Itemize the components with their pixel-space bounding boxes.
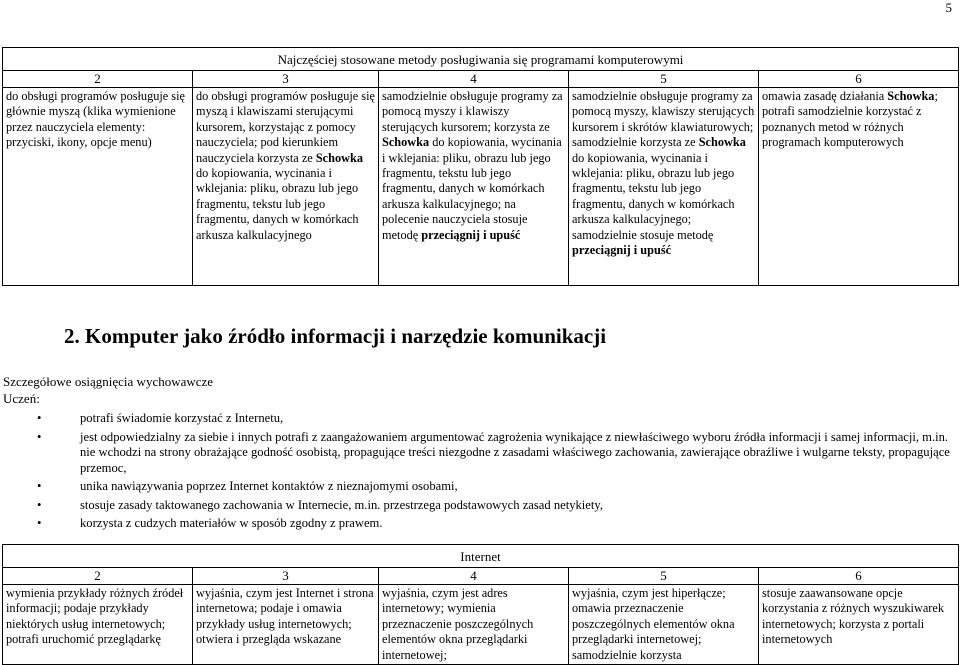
list-item: • korzysta z cudzych materiałów w sposób zgodny z prawem. bbox=[37, 516, 383, 530]
column-number: 6 bbox=[759, 71, 959, 88]
table-cell: stosuje zaawansowane opcje korzystania z różnych wyszukiwarek internetowych; korzysta z portali internetowych bbox=[759, 585, 959, 665]
bullet-icon: • bbox=[37, 429, 42, 444]
list-item: • unika nawiązywania poprzez Internet kontaktów z nieznajomymi osobami, bbox=[37, 479, 458, 493]
list-item: • potrafi świadomie korzystać z Internetu, bbox=[37, 411, 284, 425]
column-number: 4 bbox=[379, 568, 569, 585]
methods-table bbox=[2, 47, 959, 286]
table-cell: wyjaśnia, czym jest Internet i strona internetowa; podaje i omawia przykłady usług internetowych; otwiera i przegląda wskazane bbox=[193, 585, 379, 665]
table-cell: do obsługi programów posługuje się głównie myszą (klika wymienione przez nauczyciela elementy: przyciski, ikony, opcje menu) bbox=[3, 88, 193, 286]
methods-table-title: Najczęściej stosowane metody posługiwania się programami komputerowymi bbox=[3, 48, 959, 71]
list-item: • jest odpowiedzialny za siebie i innych potrafi z zaangażowaniem argumentować zagrożenia wynikające z niewłaściwego wyboru źródła informacji i samej informacji, m.in. nie wchodzi na strony obrażające godność osobistą, propagujące treści niezgodne z zasadami właściwego zachowania, zawierające obraźliwe i wulgarne teksty, propagujące przemoc, bbox=[37, 429, 950, 475]
column-number: 5 bbox=[569, 568, 759, 585]
table-cell: omawia zasadę działania Schowka; potrafi samodzielnie korzystać z poznanych metod w różnych programach komputerowych bbox=[759, 88, 959, 286]
column-number: 6 bbox=[759, 568, 959, 585]
bullet-icon: • bbox=[37, 497, 42, 512]
table-cell: samodzielnie obsługuje programy za pomocą myszy, klawiszy sterujących kursorem i skrótów klawiaturowych; samodzielnie korzysta ze Schowka do kopiowania, wycinania i wklejania: pliku, obrazu lub jego fragmentu, tekstu lub jego fragmentu, danych w komórkach arkusza kalkulacyjnego; samodzielnie stosuje metodę przeciągnij i upuść bbox=[569, 88, 759, 286]
column-number: 5 bbox=[569, 71, 759, 88]
table-cell: wyjaśnia, czym jest hiperłącze; omawia przeznaczenie poszczególnych elementów okna przeglądarki internetowej; samodzielnie korzysta bbox=[569, 585, 759, 665]
list-item: • stosuje zasady taktowanego zachowania w Internecie, m.in. przestrzega podstawowych zasad netykiety, bbox=[37, 497, 604, 512]
table-cell: samodzielnie obsługuje programy za pomocą myszy i klawiszy sterujących kursorem; korzysta ze Schowka do kopiowania, wycinania i wklejania: pliku, obrazu lub jego fragmentu, tekstu lub jego fragmentu, danych w komórkach arkusza kalkulacyjnego; na polecenie nauczyciela stosuje metodę przeciągnij i upuść bbox=[379, 88, 569, 286]
section-title: 2. Komputer jako źródło informacji i narzędzie komunikacji bbox=[64, 324, 607, 348]
table-cell: do obsługi programów posługuje się myszą i klawiszami sterującymi kursorem, korzystając z pomocy nauczyciela; pod kierunkiem nauczyciela korzysta ze Schowka do kopiowania, wycinania i wklejania: pliku, obrazu lub jego fragmentu, tekstu lub jego fragmentu, danych w komórkach arkusza kalkulacyjnego bbox=[193, 88, 379, 286]
bullet-icon: • bbox=[37, 479, 42, 493]
internet-table-title: Internet bbox=[3, 545, 959, 568]
page-number: 5 bbox=[945, 0, 952, 15]
column-number: 2 bbox=[3, 71, 193, 88]
column-number: 3 bbox=[193, 71, 379, 88]
column-number: 3 bbox=[193, 568, 379, 585]
column-number: 2 bbox=[3, 568, 193, 585]
achievements-list bbox=[0, 411, 955, 535]
table-cell: wymienia przykłady różnych źródeł informacji; podaje przykłady niektórych usług internetowych; potrafi uruchomić przeglądarkę bbox=[3, 585, 193, 665]
column-number: 4 bbox=[379, 71, 569, 88]
uczen-label: Uczeń: bbox=[3, 391, 40, 406]
bullet-icon: • bbox=[37, 516, 42, 530]
table-cell: wyjaśnia, czym jest adres internetowy; wymienia przeznaczenie poszczególnych elementów okna przeglądarki internetowej; bbox=[379, 585, 569, 665]
bullet-icon: • bbox=[37, 411, 42, 425]
section-subtitle: Szczegółowe osiągnięcia wychowawcze bbox=[3, 374, 214, 389]
internet-table bbox=[2, 544, 959, 665]
